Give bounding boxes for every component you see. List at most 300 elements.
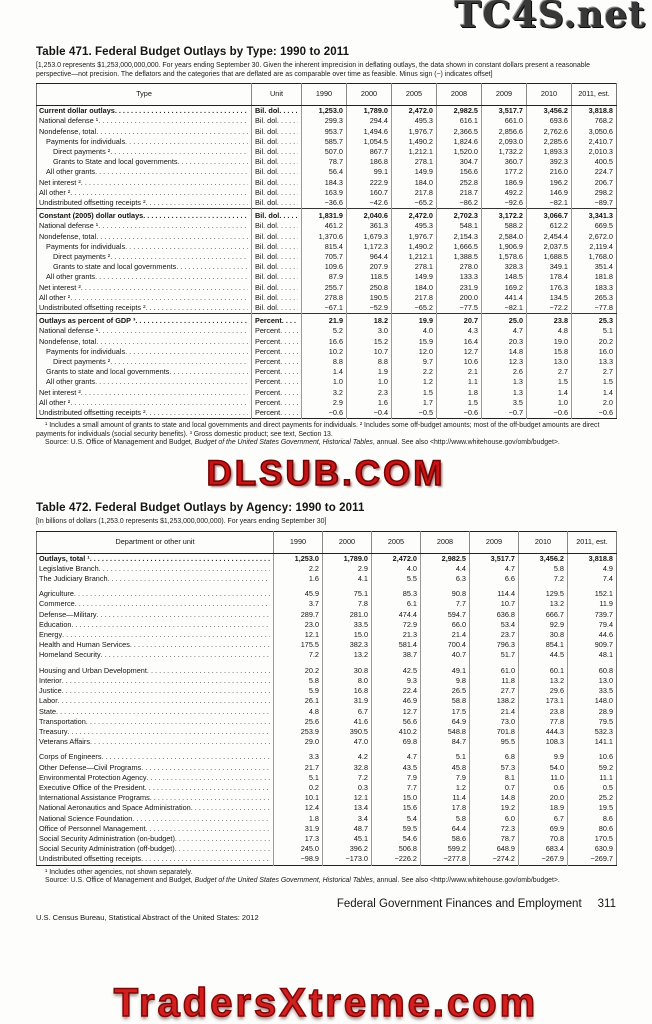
row-label: Executive Office of the President [39,782,145,792]
cell-value: 75.1 [323,584,372,599]
cell-value: 2,982.5 [421,553,470,564]
cell-value: 382.3 [323,640,372,650]
header-row [37,531,617,553]
unit-label: Percent [255,336,281,346]
leader-dots [125,137,248,147]
cell-value: 149.9 [392,272,437,282]
column-header: Type [37,84,252,106]
cell-value: 217.8 [392,188,437,198]
cell-value: −92.6 [482,198,527,209]
source-italic: Budget of the United States Government, Historical Tables [194,439,373,447]
cell-value: 15.0 [323,630,372,640]
cell-value: 4.0 [392,326,437,336]
leader-dots [146,303,248,313]
cell-value: 184.3 [302,178,347,188]
row-label: International Assistance Programs [39,793,150,803]
cell-value: 60.1 [519,661,568,676]
cell-value: 278.0 [437,262,482,272]
cell-value: 60.8 [568,661,617,676]
cell-value: 23.0 [274,620,323,630]
cell-value: 461.2 [302,221,347,231]
table-row [37,686,617,696]
cell-value: 4.9 [568,564,617,574]
table471-note: [1,253.0 represents $1,253,000,000,000. For years ending September 30. Given the inherent imprecision in deflating outlays, the data shown in constant dollars present a reasonable perspective—not precision. The deflators and the categories that are deflated are as comparable over time as feasible. Minus sign (−) indicates offset] [36,62,590,78]
leader-dots [277,137,298,147]
cell-value: 5.9 [274,686,323,696]
cell-value: 149.9 [392,167,437,177]
cell-value: 26.5 [421,686,470,696]
cell-value: 281.0 [323,610,372,620]
cell-value: 3,517.7 [482,106,527,117]
cell-value: 3,456.2 [519,553,568,564]
table-row [37,367,617,377]
cell-value: 84.7 [421,737,470,747]
cell-value: 43.5 [372,763,421,773]
cell-value: 252.8 [437,178,482,188]
cell-value: 26.1 [274,696,323,706]
table-row [37,737,617,747]
cell-value: 13.3 [572,357,617,367]
cell-value: 207.9 [347,262,392,272]
row-label: National defense ¹ [39,116,99,126]
footer-page-number: 311 [597,897,616,910]
table-row [37,773,617,783]
cell-value: 1.8 [437,388,482,398]
source-text: Source: U.S. Office of Management and Budget, [45,439,195,447]
cell-value: 51.7 [470,650,519,660]
column-header: Department or other unit [37,531,274,553]
row-label: Direct payments ² [53,357,111,367]
row-label: Payments for individuals [46,346,126,356]
cell-value: 25.2 [568,793,617,803]
cell-value: 19.9 [392,314,437,327]
cell-value: 5.8 [274,676,323,686]
table472-title: Table 472. Federal Budget Outlays by Agency: 1990 to 2011 [36,502,365,515]
cell-value: 1.5 [392,388,437,398]
unit-label: Bil. dol [255,262,277,272]
cell-value: 57.3 [470,763,519,773]
cell-value: 2,472.0 [392,106,437,117]
leader-dots [277,198,298,208]
cell-value: 294.4 [347,116,392,126]
cell-value: 200.0 [437,293,482,303]
cell-value: 1,212.1 [392,252,437,262]
cell-value: 3,818.8 [572,106,617,117]
table-row [37,620,617,630]
row-label: Grants to state and local governments [46,367,170,377]
cell-value: −36.6 [302,198,347,209]
cell-value: 13.4 [323,803,372,813]
cell-value: −72.2 [527,303,572,314]
cell-value: 87.9 [302,272,347,282]
row-label: All other grants [46,272,96,282]
leader-dots [99,564,270,574]
table-row [37,398,617,408]
leader-dots [175,834,270,844]
table-row [37,630,617,640]
cell-value: 27.7 [470,686,519,696]
row-label: All other ² [39,187,71,197]
cell-value: 31.9 [323,696,372,706]
leader-dots [71,620,270,630]
cell-value: 15.8 [527,347,572,357]
leader-dots [175,844,270,854]
cell-value: 17.3 [274,834,323,844]
cell-value: 44.6 [568,630,617,640]
cell-value: 2,856.6 [482,127,527,137]
cell-value: 92.9 [519,620,568,630]
unit-label: Percent [255,367,281,377]
leader-dots [280,326,298,336]
row-label: Veterans Affairs [39,737,90,747]
table-row [37,814,617,824]
cell-value: 108.3 [519,737,568,747]
leader-dots [135,316,248,326]
leader-dots [141,854,270,864]
leader-dots [280,347,298,357]
cell-value: 25.0 [482,314,527,327]
cell-value: 495.3 [392,221,437,231]
cell-value: 8.8 [302,357,347,367]
table-row [37,793,617,803]
unit-label: Percent [255,397,281,407]
row-label: Nondefense, total [39,126,97,136]
table-row [37,388,617,398]
cell-value: 5.8 [421,814,470,824]
leader-dots [98,326,248,336]
row-label: State [39,706,57,716]
cell-value: 152.1 [568,584,617,599]
leader-dots [90,554,270,564]
table472-note: [In billions of dollars (1,253.0 represents $1,253,000,000,000). For years ending September 30] [36,518,327,526]
cell-value: 700.4 [421,640,470,650]
table-row [37,696,617,706]
table-row [37,844,617,854]
cell-value: 1.0 [347,377,392,387]
cell-value: 2,119.4 [572,242,617,252]
table-row [37,157,617,167]
row-label: Commerce [39,599,75,609]
cell-value: 396.2 [323,844,372,854]
leader-dots [70,188,248,198]
cell-value: 616.1 [437,116,482,126]
cell-value: 33.5 [323,620,372,630]
column-header: 2005 [372,531,421,553]
leader-dots [277,157,298,167]
cell-value: 16.0 [572,347,617,357]
cell-value: 21.7 [274,763,323,773]
cell-value: −65.2 [392,303,437,314]
cell-value: −0.6 [437,408,482,419]
cell-value: 46.9 [372,696,421,706]
cell-value: 20.7 [437,314,482,327]
cell-value: 3.4 [323,814,372,824]
unit-label: Bil. dol [255,303,277,313]
cell-value: 16.6 [302,337,347,347]
cell-value: 361.3 [347,221,392,231]
cell-value: −42.6 [347,198,392,209]
cell-value: 5.1 [572,326,617,336]
leader-dots [280,388,298,398]
cell-value: 17.8 [421,803,470,813]
cell-value: 2,037.5 [527,242,572,252]
leader-dots [277,232,298,242]
cell-value: 964.4 [347,252,392,262]
leader-dots [110,252,248,262]
cell-value: 548.8 [421,727,470,737]
cell-value: 1.4 [302,367,347,377]
unit-label: Bil. dol [255,252,277,262]
cell-value: 66.0 [421,620,470,630]
leader-dots [90,737,270,747]
leader-dots [277,242,298,252]
cell-value: 9.7 [392,357,437,367]
table-row [37,854,617,865]
row-label: Labor [39,696,58,706]
cell-value: 133.3 [437,272,482,282]
leader-dots [62,630,270,640]
cell-value: 231.9 [437,283,482,293]
cell-value: 118.5 [347,272,392,282]
table-472 [36,531,617,866]
cell-value: −67.1 [302,303,347,314]
leader-dots [62,676,270,686]
leader-dots [280,337,298,347]
leader-dots [277,252,298,262]
cell-value: 3,517.7 [470,553,519,564]
cell-value: 1.0 [302,377,347,387]
leader-dots [150,793,270,803]
cell-value: 54.6 [372,834,421,844]
cell-value: 1.1 [437,377,482,387]
leader-dots [95,272,248,282]
cell-value: 217.8 [392,293,437,303]
leader-dots [277,283,298,293]
cell-value: 0.6 [519,783,568,793]
cell-value: 33.5 [568,686,617,696]
table-row [37,242,617,252]
leader-dots [146,824,270,834]
table-row [37,824,617,834]
cell-value: 1.6 [347,398,392,408]
cell-value: 20.2 [572,337,617,347]
table-row [37,127,617,137]
cell-value: 64.4 [421,824,470,834]
column-header: 2008 [421,531,470,553]
leader-dots [277,188,298,198]
table-row [37,293,617,303]
cell-value: −0.4 [347,408,392,419]
cell-value: 8.0 [323,676,372,686]
leader-dots [176,262,248,272]
cell-value: 56.6 [372,717,421,727]
cell-value: 3,050.6 [572,127,617,137]
cell-value: 953.7 [302,127,347,137]
column-header: 2005 [392,84,437,106]
cell-value: 1.3 [482,377,527,387]
cell-value: 2.3 [347,388,392,398]
cell-value: 181.8 [572,272,617,282]
table-row [37,137,617,147]
table-row [37,584,617,599]
table-row [37,574,617,584]
column-header: 2009 [482,84,527,106]
cell-value: 10.6 [437,357,482,367]
cell-value: 160.7 [347,188,392,198]
cell-value: 25.3 [572,314,617,327]
cell-value: 0.3 [323,783,372,793]
unit-label: Bil. dol [255,221,277,231]
cell-value: 1,688.5 [527,252,572,262]
cell-value: 532.3 [568,727,617,737]
unit-label: Bil. dol [255,136,277,146]
column-header: 1990 [274,531,323,553]
column-header: Unit [252,84,302,106]
table-row [37,727,617,737]
source-text: Source: U.S. Office of Management and Budget, [45,877,195,885]
cell-value: 2,366.5 [437,127,482,137]
cell-value: 12.1 [323,793,372,803]
cell-value: 1.7 [392,398,437,408]
leader-dots [96,232,248,242]
table-row [37,747,617,762]
cell-value: 138.2 [470,696,519,706]
cell-value: 3.3 [274,747,323,762]
table-row [37,640,617,650]
cell-value: 245.0 [274,844,323,854]
cell-value: 390.5 [323,727,372,737]
cell-value: 11.9 [568,599,617,609]
cell-value: −98.9 [274,854,323,865]
row-label: Net interest ² [39,282,81,292]
cell-value: 2,040.6 [347,209,392,222]
footer-section-title: Federal Government Finances and Employment [336,897,582,910]
cell-value: 72.9 [372,620,421,630]
leader-dots [108,574,270,584]
cell-value: 1,490.2 [392,137,437,147]
cell-value: 129.5 [519,584,568,599]
cell-value: 12.7 [437,347,482,357]
cell-value: 11.0 [519,773,568,783]
cell-value: 4.2 [323,747,372,762]
unit-label: Bil. dol [255,116,277,126]
cell-value: 299.3 [302,116,347,126]
cell-value: 15.6 [372,803,421,813]
leader-dots [70,293,248,303]
cell-value: 2.7 [527,367,572,377]
table-row [37,377,617,387]
leader-dots [277,178,298,188]
cell-value: 2,672.0 [572,232,617,242]
cell-value: 20.2 [274,661,323,676]
cell-value: 265.3 [572,293,617,303]
cell-value: 1,054.5 [347,137,392,147]
cell-value: 78.7 [302,157,347,167]
cell-value: 1,976.7 [392,127,437,137]
cell-value: 2.1 [437,367,482,377]
table-row [37,221,617,231]
leader-dots [280,357,298,367]
cell-value: 10.6 [568,747,617,762]
cell-value: 42.5 [372,661,421,676]
cell-value: 410.2 [372,727,421,737]
leader-dots [58,696,270,706]
cell-value: 1.5 [437,398,482,408]
leader-dots [277,293,298,303]
cell-value: 548.1 [437,221,482,231]
cell-value: 13.2 [323,650,372,660]
cell-value: 1,824.6 [437,137,482,147]
leader-dots [125,347,248,357]
cell-value: 15.9 [392,337,437,347]
row-label: Direct payments ² [53,147,111,156]
cell-value: −267.9 [519,854,568,865]
cell-value: 1.4 [572,388,617,398]
row-label: Undistributed offsetting receipts ² [39,198,146,208]
row-label: Outlays as percent of GDP ³ [39,316,136,326]
leader-dots [277,262,298,272]
cell-value: 3.0 [347,326,392,336]
cell-value: 2,702.3 [437,209,482,222]
cell-value: 177.2 [482,167,527,177]
cell-value: 13.2 [519,676,568,686]
cell-value: 594.7 [421,610,470,620]
row-label: Payments for individuals [46,241,126,251]
cell-value: −82.1 [482,303,527,314]
column-header: 2010 [527,84,572,106]
row-label: Office of Personnel Management [39,823,146,833]
cell-value: 69.8 [372,737,421,747]
bureau-line: U.S. Census Bureau, Statistical Abstract of the United States: 2012 [36,912,259,922]
leader-dots [95,167,248,177]
leader-dots [115,106,248,116]
row-label: Social Security Administration (off-budget) [39,844,175,854]
cell-value: 2.7 [572,367,617,377]
cell-value: −269.7 [568,854,617,865]
row-label: Treasury [39,726,68,736]
leader-dots [169,367,248,377]
cell-value: 29.0 [274,737,323,747]
cell-value: −77.5 [437,303,482,314]
cell-value: 20.0 [519,793,568,803]
cell-value: 141.1 [568,737,617,747]
table-row [37,232,617,242]
cell-value: 815.4 [302,242,347,252]
cell-value: 441.4 [482,293,527,303]
table-row [37,564,617,574]
cell-value: 7.2 [274,650,323,660]
row-label: Energy [39,630,63,640]
cell-value: 5.4 [372,814,421,824]
cell-value: 21.9 [302,314,347,327]
leader-dots [145,783,270,793]
cell-value: 630.9 [568,844,617,854]
cell-value: 1.2 [392,377,437,387]
cell-value: 11.1 [568,773,617,783]
cell-value: 661.0 [482,116,527,126]
cell-value: 10.7 [470,599,519,609]
unit-label: Bil. dol [255,211,280,221]
unit-label: Bil. dol [255,126,277,136]
cell-value: 3.7 [274,599,323,609]
table-row [37,357,617,367]
row-label: National defense ¹ [39,326,99,336]
cell-value: 1,768.0 [572,252,617,262]
leader-dots [147,773,271,783]
row-label: Net interest ² [39,177,81,187]
leader-dots [110,147,248,157]
cell-value: 588.2 [482,221,527,231]
